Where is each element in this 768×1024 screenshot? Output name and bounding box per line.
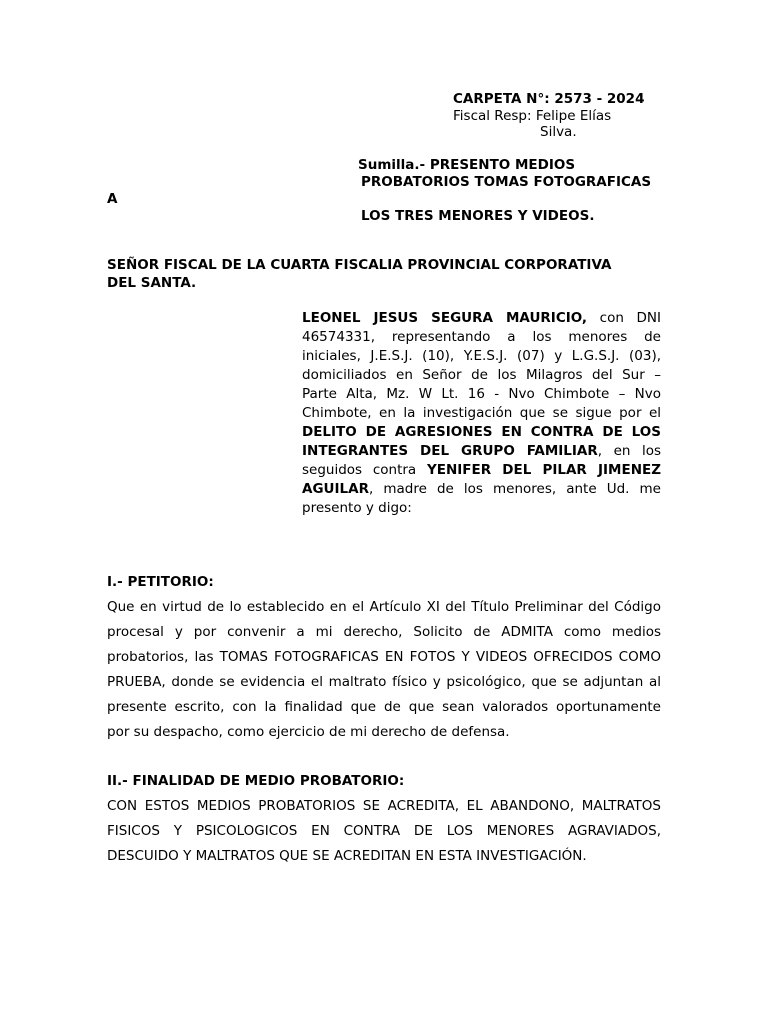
summary-line-1: Sumilla.- PRESENTO MEDIOS (358, 156, 576, 173)
introduction-line (302, 461, 661, 480)
summary-blank-line (358, 191, 651, 208)
evidence-purpose-line: CON ESTOS MEDIOS PROBATORIOS SE ACREDITA, EL ABANDONO, MALTRATOS (107, 797, 661, 814)
introduction-text: seguidos contra (302, 461, 427, 478)
introduction-line (302, 309, 661, 328)
offense-name: INTEGRANTES DEL GRUPO FAMILIAR (302, 442, 598, 459)
addressee-line-1: SEÑOR FISCAL DE LA CUARTA FISCALIA PROVINCIAL CORPORATIVA (107, 257, 612, 273)
summary-line-2: PROBATORIOS TOMAS FOTOGRAFICAS (361, 173, 652, 190)
introduction-line: Parte Alta, Mz. W Lt. 16 - Nvo Chimbote – Nvo (302, 385, 661, 402)
evidence-purpose-heading: II.- FINALIDAD DE MEDIO PROBATORIO: (107, 772, 405, 789)
summary-wrapped-word: A (107, 190, 118, 207)
petition-line: por su despacho, como ejercicio de mi derecho de defensa. (107, 723, 510, 740)
petition-line: presente escrito, con la finalidad que de que sean valorados oportunamente (107, 698, 661, 715)
introduction-line: iniciales, J.E.S.J. (10), Y.E.S.J. (07) y L.G.S.J. (03), (302, 347, 661, 364)
introduction-text: , madre de los menores, ante Ud. me (368, 480, 661, 497)
evidence-purpose-section (107, 769, 661, 869)
defendant-name: YENIFER DEL PILAR JIMENEZ (426, 461, 662, 478)
introduction-line: Chimbote, en la investigación que se sigue por el (302, 404, 661, 421)
petition-line: probatorios, las TOMAS FOTOGRAFICAS EN FOTOS Y VIDEOS OFRECIDOS COMO (107, 648, 661, 665)
petition-heading: I.- PETITORIO: (107, 573, 214, 590)
evidence-purpose-line: DESCUIDO Y MALTRATOS QUE SE ACREDITAN EN ESTA INVESTIGACIÓN. (107, 847, 587, 864)
petitioner-name: LEONEL JESUS SEGURA MAURICIO, (302, 309, 588, 326)
petition-section (107, 570, 661, 745)
prosecutor-line-2: Silva. (540, 124, 577, 140)
summary-line-3: LOS TRES MENORES Y VIDEOS. (361, 207, 595, 224)
defendant-name: AGUILAR (302, 480, 369, 497)
summary-block (358, 157, 651, 225)
case-file-number: CARPETA N°: 2573 - 2024 (453, 91, 645, 107)
introduction-line: 46574331, representando a los menores de (302, 328, 661, 345)
addressee-line-2: DEL SANTA. (107, 275, 197, 291)
introduction-text: con DNI (587, 309, 662, 326)
introduction-text: , en los (597, 442, 661, 459)
evidence-purpose-line: FISICOS Y PSICOLOGICOS EN CONTRA DE LOS MENORES AGRAVIADOS, (107, 822, 661, 839)
introduction-paragraph (302, 309, 661, 518)
introduction-line: presento y digo: (302, 499, 412, 516)
petition-line: procesal y por convenir a mi derecho, Solicito de ADMITA como medios (107, 623, 661, 640)
petition-line: PRUEBA, donde se evidencia el maltrato físico y psicológico, que se adjuntan al (107, 673, 661, 690)
introduction-line (302, 442, 661, 461)
addressee-block (107, 256, 611, 292)
introduction-line (302, 480, 661, 499)
introduction-line: domiciliados en Señor de los Milagros del Sur – (302, 366, 661, 383)
case-file-block (453, 91, 644, 141)
prosecutor-line-1: Fiscal Resp: Felipe Elías (453, 107, 612, 124)
offense-name: DELITO DE AGRESIONES EN CONTRA DE LOS (302, 423, 661, 440)
petition-line: Que en virtud de lo establecido en el Artículo XI del Título Preliminar del Código (107, 598, 661, 615)
